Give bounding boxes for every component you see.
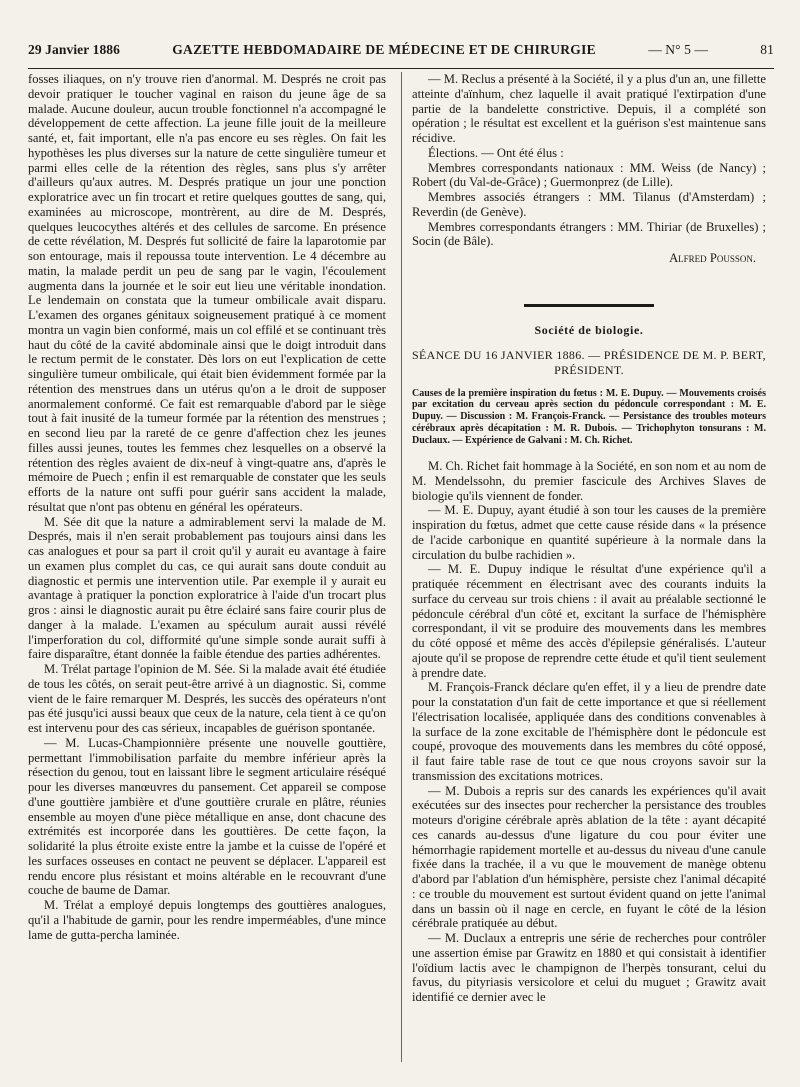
session-summary: Causes de la première inspiration du fœtus : M. E. Dupuy. — Mouvements croisés par excitation du cerveau après section du pédoncule correspondant : M. E. Dupuy. — Discussion : M. François-Franck. — Persistance des troubles moteurs cérébraux après décapitation : M. R. Dubois. — Trichophyton tonsurans : M. Duclaux. — Expérience de Galvani : M. Ch. Richet. [412, 387, 766, 447]
paragraph: M. Sée dit que la nature a admirablement servi la malade de M. Després, mais il n'en serait probablement pas toujours ainsi dans les cas analogues et pour sa part il croit qu'il y aurait eu avantage à faire un examen plus complet du cas, ce qui aurait sans doute conduit au diagnostic et permis une intervention utile. Par exemple il y aurait eu avantage à pratiquer la ponction exploratrice à l'aide d'un trocart plus gros : ainsi le diagnostic aurait pu être éclairé sans faire courir plus de danger à la malade. L'examen au spéculum aurait aussi révélé l'imperforation du col, difformité qu'une simple sonde aurait suffi à faire disparaître, étant donnée la faible étendue des parties adhérentes. [28, 514, 386, 662]
left-column [28, 72, 386, 942]
right-column [412, 72, 766, 1005]
paragraph: — M. Lucas-Championnière présente une nouvelle gouttière, permettant l'immobilisation parfaite du membre inférieur après la résection du genou, tout en laissant libre le segment articulaire réséqué pour les diverses manœuvres du pansement. Cet appareil se compose d'une gouttière jambière et d'une gouttière crurale en plâtre, réunies ensemble au moyen d'une pièce métallique en anse, dont chacune des extrémités est incorporée dans les gouttières. De cette façon, la solidarité la plus étroite existe entre la jambe et la cuisse de l'opéré et les surfaces osseuses en contact ne peuvent se déplacer. L'appareil est rendu encore plus résistant et moins altérable en le recouvrant d'une couche de baume de Damar. [28, 735, 386, 898]
seance-heading: SÉANCE DU 16 JANVIER 1886. — PRÉSIDENCE DE M. P. BERT, PRÉSIDENT. [412, 347, 766, 377]
paragraph: M. Trélat a employé depuis longtemps des gouttières analogues, qu'il a l'habitude de garnir, pour les rendre imperméables, d'une mince lame de gutta-percha laminée. [28, 898, 386, 942]
paragraph: — M. E. Dupuy indique le résultat d'une expérience qu'il a pratiquée récemment en électrisant avec des courants induits la surface du cerveau sur trois chiens : il avait au préalable sectionné le pédoncule cérébral d'un côté et, excitant la surface de l'hémisphère correspondant, il vit se produire des mouvements dans les membres du côté opposé et même des accès d'épilepsie généralisés. L'auteur ajoute qu'il se propose de reprendre cette étude et qu'il tient seulement à prendre date. [412, 562, 766, 680]
paragraph: — M. Dubois a repris sur des canards les expériences qu'il avait exécutées sur des insectes pour rechercher la persistance des troubles moteurs d'origine cérébrale après ablation de la tête : ayant décapité ces canards au-dessus d'une ligature du cou pour éviter une hémorrhagie rapidement mortelle et au-dessus du niveau d'une canule fixée dans la trachée, il a vu que le mouvement de manège obtenu d'abord par l'ablation d'un hémisphère, persiste chez l'animal décapité : ce trouble du mouvement est surtout évident quand on jette l'animal dans un bassin où il nage en cercle, en fuyant le côté de la lésion cérébrale pratiquée au début. [412, 783, 766, 931]
page-number: 81 [760, 42, 774, 57]
paragraph: — M. E. Dupuy, ayant étudié à son tour les causes de la première inspiration du fœtus, admet que cette cause réside dans « la présence de l'acide carbonique en quantité supérieure à la normale dans la circulation du bulbe rachidien ». [412, 503, 766, 562]
paragraph: — M. Reclus a présenté à la Société, il y a plus d'un an, une fillette atteinte d'aïnhum, chez laquelle il avait pratiqué l'extirpation d'une partie de la bandelette constrictive. Depuis, il a complété son opération ; le résultat est excellent et la guérison s'est maintenue sans récidive. [412, 72, 767, 145]
elections-heading: Élections. — Ont été élus : [428, 145, 564, 160]
column-divider [401, 72, 402, 1062]
paragraph: fosses iliaques, on n'y trouve rien d'anormal. M. Després ne croit pas devoir pratiquer le toucher vaginal en raison du jeune âge de sa malade. Aucune douleur, aucun trouble fonctionnel n'a accompagné le développement de cette affection. La jeune fille jouit de la meilleure santé, et, fait important, elle n'a pas encore eu ses règles. On fait les hypothèses les plus diverses sur la nature de cette singulière tumeur et parmi elles celle de la rétention des règles, sans plus s'y arrêter d'ailleurs qu'aux autres. M. Després pratique un jour une ponction exploratrice avec un fin trocart et retire quelques gouttes de sang, qui, examinées au microscope, montrèrent, au dire de M. Després, quelques leucocythes altérés et des cellules de sarcome. En présence de cette révélation, M. Després fut sollicité de faire la laparotomie par son entourage, mais il repoussa toute intervention. Le 4 décembre au matin, la malade perdit un peu de sang par le vagin, l'écoulement augmenta dans la journée et le soir eut lieu une véritable inondation. Le lendemain on constata que la tumeur ombilicale avait disparu. L'examen des organes génitaux soigneusement pratiqué à ce moment montra un vagin bien conformé, mais un col effilé et se continuant très haut du côté de la cavité abdominale ainsi que le doigt introduit dans le rectum permit de le constater. Dès lors on eut l'explication de cette singulière tumeur ombilicale, qui était bien évidemment formée par la rétention des menstrues dans un utérus qu'on a le droit de supposer anormalement conformé. Ce fait est remarquable d'abord par le siège tout à fait inusité de la tumeur formée par la rétention des menstrues ; en second lieu par la rareté de ce genre d'affection chez les jeunes filles aussi jeunes, toutes les femmes chez lesquelles on a observé la rétention des règles avaient de dix-neuf à vingt-quatre ans, d'après le mémoire de Puech ; enfin il est remarquable de constater que les seuls efforts de la nature ont suffi pour guérir sans accident la malade, résultat que n'ont pas obtenu en général les opérateurs. [28, 72, 386, 514]
elections-item: Membres correspondants étrangers : MM. Thiriar (de Bruxelles) ; Socin (de Bâle). [412, 219, 766, 249]
section-rule [524, 304, 654, 307]
issue-number: — N° 5 — [648, 42, 709, 57]
elections-item: Membres associés étrangers : MM. Tilanus (d'Amsterdam) ; Reverdin (de Genève). [412, 190, 766, 219]
header-date: 29 Janvier 1886 [28, 42, 120, 57]
paragraph: M. Trélat partage l'opinion de M. Sée. Si la malade avait été étudiée de tous les côtés, on serait peut-être arrivé à un diagnostic. Si, comme vient de le faire remarquer M. Després, les succès des opérateurs n'ont pas été jusqu'ici aussi beaux que ceux de la nature, cela tient à ce qu'on est intervenu pour des cas sérieux, incapables de guérison spontanée. [28, 662, 386, 735]
journal-title: GAZETTE HEBDOMADAIRE DE MÉDECINE ET DE CHIRURGIE [172, 42, 596, 57]
paragraph: M. François-Franck déclare qu'en effet, il y a lieu de prendre date pour la constatation d'un fait de cette importance et que si réellement l'électrisation localisée, appliquée dans des conditions convenables à la surface de la zone excitable de l'hémisphère dont le pédoncule est coupé, provoque des mouvements dans les membres du côté opposé, il faut faire table rase de tout ce que nous croyons savoir sur la transmission des excitations motrices. [412, 680, 766, 783]
society-title: Société de biologie. [534, 322, 644, 337]
paragraph: — M. Duclaux a entrepris une série de recherches pour contrôler une assertion émise par Grawitz en 1880 et qui consistait à identifier l'oïdium lactis avec le champignon de l'herpès tonsurant, celui du favus, du pityriasis versicolore et celui du muguet ; Grawitz avait identifié ce dernier avec le [412, 931, 766, 1005]
running-header [28, 42, 774, 69]
elections-item: Membres correspondants nationaux : MM. Weiss (de Nancy) ; Robert (du Val-de-Grâce) ; Guermonprez (de Lille). [412, 160, 766, 190]
signature: Alfred Pousson. [669, 251, 756, 265]
paragraph: M. Ch. Richet fait hommage à la Société, en son nom et au nom de M. Mendelssohn, du premier fascicule des Archives Slaves de biologie qu'ils viennent de fonder. [412, 459, 766, 503]
